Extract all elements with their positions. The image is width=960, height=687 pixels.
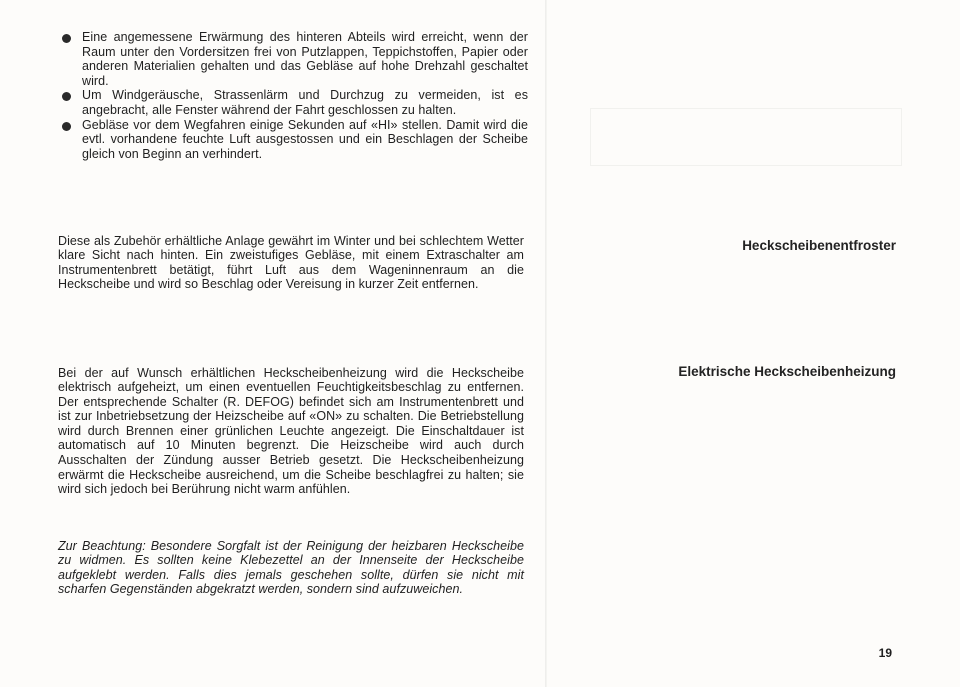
bullet-item [58,30,528,88]
bullet-item [58,118,528,162]
bullet-dot-icon [62,34,71,43]
body-text-column [58,30,528,597]
care-note: Zur Beachtung: Besondere Sorgfalt ist der Reinigung der heizbaren Heckscheibe zu widmen. Es sollten keine Klebezettel an der Innenseite der Heckscheibe aufgeklebt werden. Falls dies jemals geschehen sollte, dürfen sie nicht mit scharfen Gegenständen abgekratzt werden, sondern sind aufzuweichen. [58,538,524,597]
bullet-dot-icon [62,122,71,131]
section-heading-defroster: Heckscheibenentfroster [742,238,896,253]
rear-window-defroster-paragraph: Diese als Zubehör erhältliche Anlage gewährt im Winter und bei schlechtem Wetter klare Sicht nach hinten. Ein zweistufiges Gebläse, mit einem Extraschalter am Instrumentenbrett betätigt, führt Luft aus dem Wageninnenraum an die Heckscheibe und wird so Beschlag oder Vereisung in kurzer Zeit entfernen. [58,233,524,292]
bullet-text: Gebläse vor dem Wegfahren einige Sekunden auf «HI» stellen. Damit wird die evtl. vorhandene feuchte Luft ausgestossen und ein Beschlagen der Scheibe gleich von Beginn an verhindert. [82,117,528,161]
page-fold-shadow [545,0,547,687]
bullet-dot-icon [62,92,71,101]
bullet-list [58,30,528,161]
heated-rear-window-paragraph: Bei der auf Wunsch erhältlichen Heckscheibenheizung wird die Heckscheibe elektrisch aufgeheizt, um einen eventuellen Feuchtigkeitsbeschlag zu entfernen. Der entsprechende Schalter (R. DEFOG) befindet sich am Instrumentenbrett und ist zur Inbetriebsetzung der Heizscheibe auf «ON» zu schalten. Die Betriebstellung wird durch Brennen einer grünlichen Leuchte angezeigt. Die Einschaltdauer ist automatisch auf 10 Minuten begrenzt. Die Heizscheibe wird auch durch Ausschalten der Zündung ausser Betrieb gesetzt. Die Heckscheibenheizung erwärmt die Heckscheibe ausreichend, um die Scheibe beschlagfrei zu halten; sie wird sich jedoch bei Berührung nicht warm anfühlen. [58,365,524,497]
bullet-item [58,88,528,117]
bullet-text: Eine angemessene Erwärmung des hinteren Abteils wird erreicht, wenn der Raum unter den Vordersitzen frei von Putzlappen, Teppichstoffen, Papier oder anderen Materialien gehalten und das Gebläse auf hohe Drehzahl geschaltet wird. [82,30,528,88]
bullet-text: Um Windgeräusche, Strassenlärm und Durchzug zu vermeiden, ist es angebracht, alle Fenster während der Fahrt geschlossen zu halten. [82,88,528,117]
page-number: 19 [878,646,892,660]
section-heading-heated-window: Elektrische Heckscheibenheizung [678,364,896,379]
show-through-figure [590,108,902,166]
